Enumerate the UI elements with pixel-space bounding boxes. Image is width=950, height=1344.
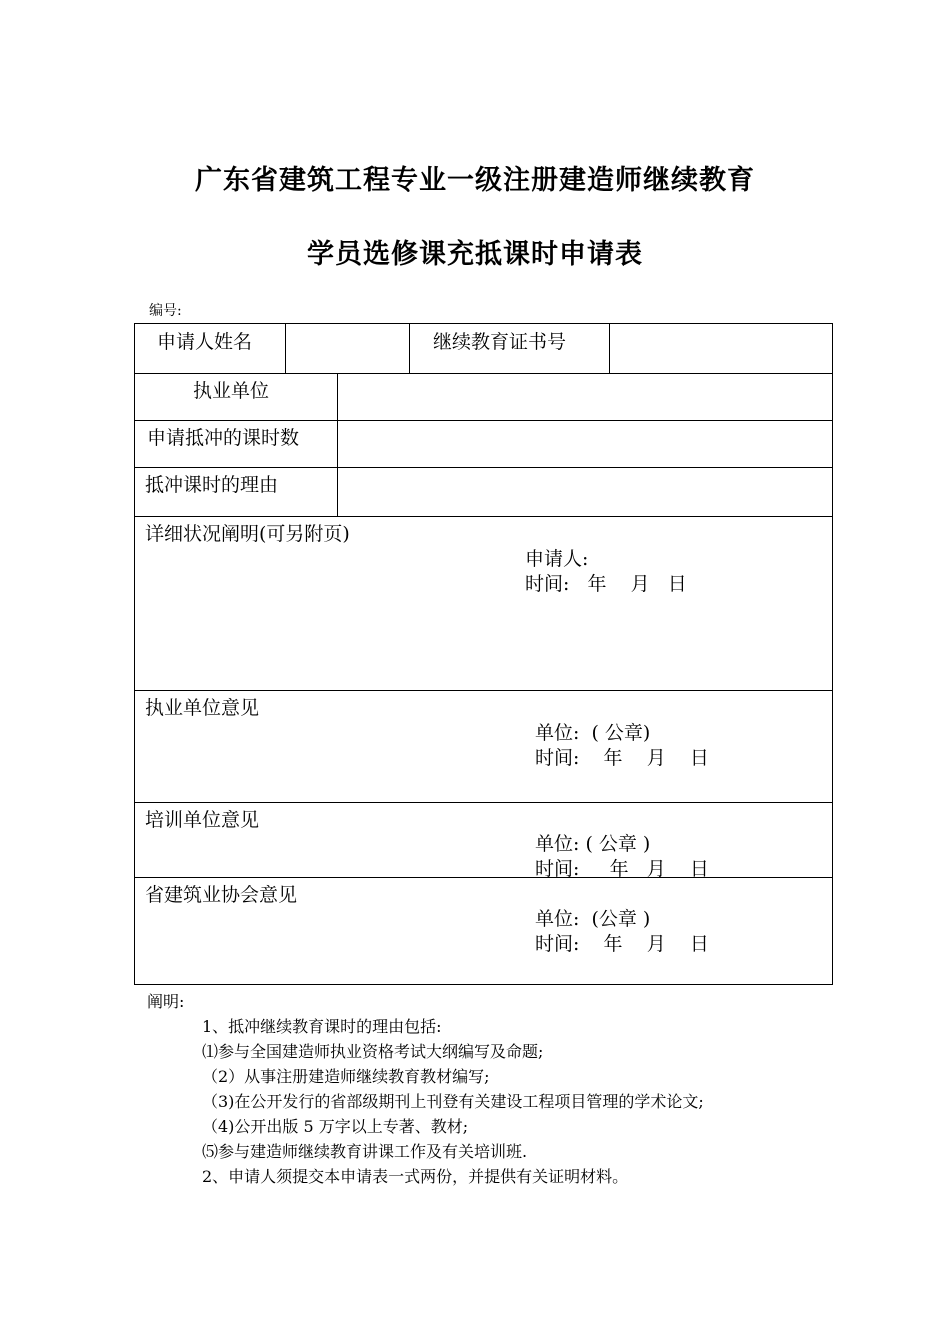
note-item: （2）从事注册建造师继续教育教材编写; [202, 1067, 490, 1086]
cert-number-label: 继续教育证书号 [433, 331, 567, 353]
applicant-name-label: 申请人姓名 [157, 331, 253, 353]
applicant-name-field[interactable] [287, 325, 408, 372]
application-form-table [134, 323, 833, 985]
note-item: 1、抵冲继续教育课时的理由包括: [202, 1017, 442, 1036]
unit-opinion-label: 执业单位意见 [145, 697, 260, 719]
training-opinion-stamp: 单位: ( 公章 ) [535, 833, 651, 855]
unit-opinion-stamp: 单位: ( 公章) [535, 722, 651, 744]
col-divider [409, 324, 410, 373]
association-opinion-label: 省建筑业协会意见 [145, 884, 298, 906]
col-divider [285, 324, 286, 373]
serial-number-label: 编号: [149, 303, 182, 319]
offset-hours-field[interactable] [339, 421, 831, 466]
col-divider [609, 324, 610, 373]
association-opinion-section[interactable] [135, 878, 832, 984]
association-opinion-stamp: 单位: (公章 ) [535, 908, 651, 930]
note-item: （3)在公开发行的省部级期刊上刊登有关建设工程项目管理的学术论文; [202, 1092, 704, 1111]
col-divider [337, 373, 338, 516]
details-label: 详细状况阐明(可另附页) [145, 523, 350, 545]
training-opinion-label: 培训单位意见 [145, 809, 260, 831]
unit-opinion-date: 时间: 年 月 日 [535, 747, 709, 769]
details-section[interactable] [135, 517, 832, 690]
note-item: ⑴参与全国建造师执业资格考试大纲编写及命题; [202, 1042, 544, 1061]
offset-hours-label: 申请抵冲的课时数 [147, 427, 300, 449]
training-opinion-date: 时间: 年 月 日 [535, 858, 709, 880]
note-item: （4)公开出版 5 万字以上专著、教材; [202, 1117, 469, 1136]
offset-reason-field[interactable] [339, 468, 831, 515]
unit-opinion-section[interactable] [135, 691, 832, 802]
practice-unit-label: 执业单位 [193, 380, 270, 402]
notes-heading: 阐明: [147, 992, 185, 1011]
details-date: 时间: 年 月 日 [525, 573, 687, 595]
practice-unit-field[interactable] [339, 374, 831, 419]
training-opinion-section[interactable] [135, 803, 832, 880]
form-title-line1: 广东省建筑工程专业一级注册建造师继续教育 [195, 165, 755, 196]
offset-reason-label: 抵冲课时的理由 [145, 474, 279, 496]
cert-number-field[interactable] [611, 325, 831, 372]
association-opinion-date: 时间: 年 月 日 [535, 933, 709, 955]
form-title-line2: 学员选修课充抵课时申请表 [307, 239, 643, 270]
note-item: ⑸参与建造师继续教育讲课工作及有关培训班. [202, 1142, 528, 1161]
details-applicant-signature: 申请人: [525, 548, 589, 570]
note-item: 2、申请人须提交本申请表一式两份，并提供有关证明材料。 [202, 1167, 629, 1186]
